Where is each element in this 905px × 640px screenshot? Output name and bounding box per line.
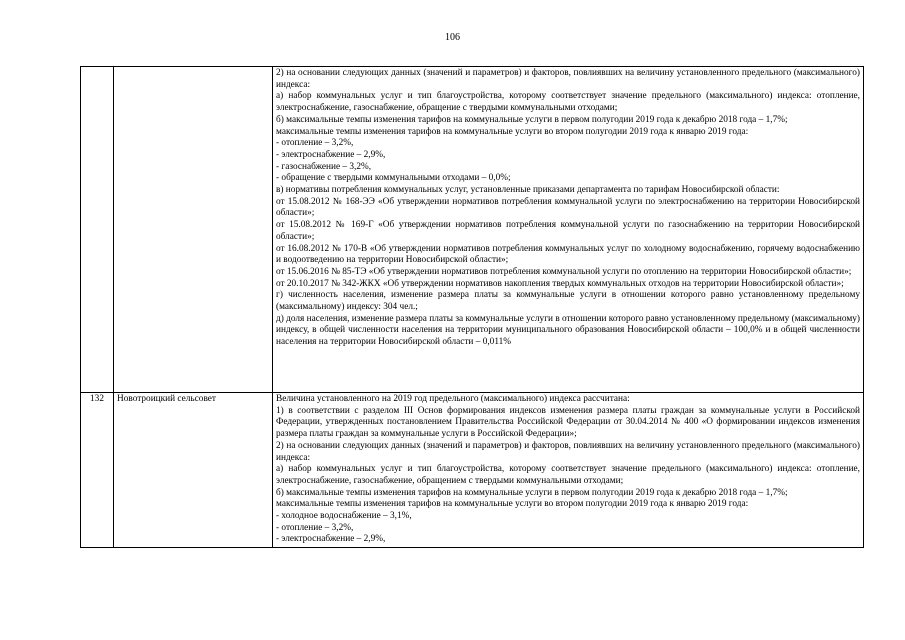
description-line: 2) на основании следующих данных (значений и параметров) и факторов, повлиявших на величину установленного предельного (максимального) индекса: bbox=[276, 440, 860, 463]
table-row bbox=[81, 67, 864, 393]
description-line: - газоснабжение – 3,2%, bbox=[276, 161, 372, 172]
page-number: 106 bbox=[445, 32, 460, 43]
description-line: б) максимальные темпы изменения тарифов на коммунальные услуги в первом полугодии 2019 года к декабрю 2018 года – 1,7%; bbox=[276, 487, 788, 498]
description-line: а) набор коммунальных услуг и тип благоустройства, которому соответствует значение предельного (максимального) индекса: отопление, электроснабжение, газоснабжение, обращение с твердыми коммунальными отходами; bbox=[276, 91, 860, 114]
description-line: - обращение с твердыми коммунальными отходами – 0,0%; bbox=[276, 173, 511, 184]
description-line: б) максимальные темпы изменения тарифов на коммунальные услуги в первом полугодии 2019 года к декабрю 2018 года – 1,7%; bbox=[276, 114, 788, 125]
table-row bbox=[81, 393, 864, 548]
description-line: максимальные темпы изменения тарифов на коммунальные услуги во втором полугодии 2019 года к январю 2019 года: bbox=[276, 499, 749, 510]
description-line: - отопление – 3,2%, bbox=[276, 138, 354, 149]
description-line: 2) на основании следующих данных (значений и параметров) и факторов, повлиявших на величину установленного предельного (максимального) индекса: bbox=[276, 68, 860, 90]
description-cell bbox=[273, 67, 864, 393]
indices-table bbox=[80, 66, 864, 548]
description-line: - электроснабжение – 2,9%, bbox=[276, 534, 386, 545]
description-line: от 20.10.2017 № 342-ЖКХ «Об утверждении нормативов накопления твердых коммунальных отходов на территории Новосибирской области»; bbox=[276, 278, 844, 289]
description-line: - отопление – 3,2%, bbox=[276, 522, 354, 533]
description-line: в) нормативы потребления коммунальных услуг, установленные приказами департамента по тарифам Новосибирской области: bbox=[276, 185, 780, 196]
description-line: 1) в соответствии с разделом III Основ формирования индексов изменения размера платы граждан за коммунальные услуги в Российской Федерации, утвержденных постановлением Правительства Российской Федерации от 30.04.2014 № 400 «О формировании индексов изменения размера платы граждан за коммунальные услуги в Российской Федерации»; bbox=[276, 405, 860, 440]
description-line: а) набор коммунальных услуг и тип благоустройства, которому соответствует значение предельного (максимального) индекса: отопление, электроснабжение, газоснабжение, обращением с твердыми коммунальными отходами; bbox=[276, 464, 860, 486]
description-line: от 15.06.2016 № 85-ТЭ «Об утверждении нормативов потребления коммунальной услуги по отоплению на территории Новосибирской области»; bbox=[276, 266, 852, 277]
description-line: от 15.08.2012 № 168-ЭЭ «Об утверждении нормативов потребления коммунальной услуги по электроснабжению на территории Новосибирской области»; bbox=[276, 196, 860, 219]
description-line: - холодное водоснабжение – 3,1%, bbox=[276, 511, 412, 522]
description-line: д) доля населения, изменение размера платы за коммунальные услуги в отношении которого равно установленному предельному (максимальному) индексу, в общей численности населения на территории муниципального образования Новосибирской области – 100,0% и в общей численности населения на территории Новосибирской области – 0,011% bbox=[276, 313, 860, 348]
municipality-name-cell bbox=[114, 67, 273, 393]
description-line: от 16.08.2012 № 170-В «Об утверждении нормативов потребления коммунальных услуг по холодному водоснабжению, горячему водоснабжению и водоотведению на территории Новосибирской области»; bbox=[276, 243, 860, 266]
row-number-cell bbox=[81, 67, 114, 393]
row-number-cell: 132 bbox=[81, 393, 114, 548]
description-line: - электроснабжение – 2,9%, bbox=[276, 149, 386, 160]
description-line: г) численность населения, изменение размера платы за коммунальные услуги в отношении которого равно установленному предельному (максимальному) индексу: 304 чел.; bbox=[276, 290, 860, 313]
description-line: максимальные темпы изменения тарифов на коммунальные услуги во втором полугодии 2019 года к январю 2019 года: bbox=[276, 126, 749, 137]
description-line: от 15.08.2012 № 169-Г «Об утверждении нормативов потребления коммунальной услуги по газоснабжению на территории Новосибирской области»; bbox=[276, 220, 860, 242]
municipality-name-cell: Новотроицкий сельсовет bbox=[114, 393, 273, 548]
description-line: Величина установленного на 2019 год предельного (максимального) индекса рассчитана: bbox=[276, 394, 630, 404]
description-cell bbox=[273, 393, 864, 548]
